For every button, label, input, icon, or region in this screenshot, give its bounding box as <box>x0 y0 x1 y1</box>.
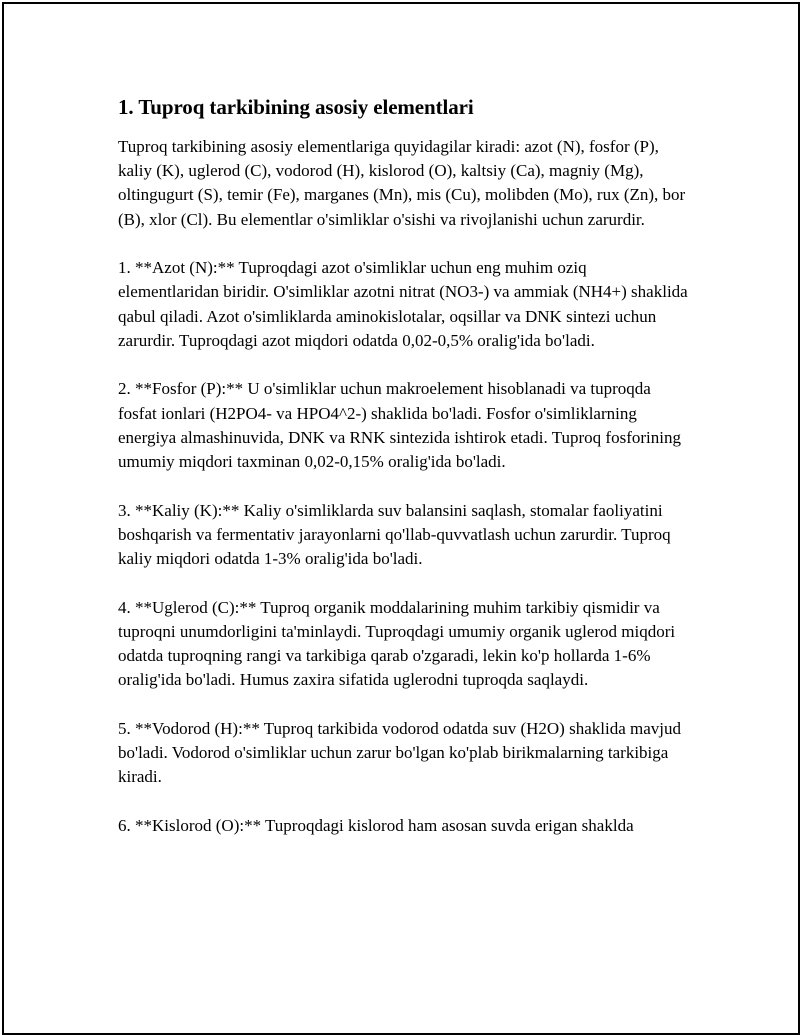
paragraph-azot: 1. **Azot (N):** Tuproqdagi azot o'simliklar uchun eng muhim oziq elementlaridan biridir. O'simliklar azotni nitrat (NO3-) va ammiak (NH4+) shaklida qabul qiladi. Azot o'simliklarda aminokislotalar, oqsillar va DNK sintezi uchun zarurdir. Tuproqdagi azot miqdori odatda 0,02-0,5% oralig'ida bo'ladi. <box>118 258 688 350</box>
paragraph-kaliy: 3. **Kaliy (K):** Kaliy o'simliklarda suv balansini saqlash, stomalar faoliyatini boshqarish va fermentativ jarayonlarni qo'llab-quvvatlash uchun zarurdir. Tuproq kaliy miqdori odatda 1-3% oralig'ida bo'ladi. <box>118 500 671 569</box>
paragraph-kislorod: 6. **Kislorod (O):** Tuproqdagi kislorod ham asosan suvda erigan shaklda <box>118 815 634 835</box>
paragraph-fosfor: 2. **Fosfor (P):** U o'simliklar uchun makroelement hisoblanadi va tuproqda fosfat ionlari (H2PO4- va HPO4^2-) shaklida bo'ladi. Fosfor o'simliklarning energiya almashinuvida, DNK va RNK sintezida ishtirok etadi. Tuproq fosforining umumiy miqdori taxminan 0,02-0,15% oralig'ida bo'ladi. <box>118 379 681 472</box>
section-heading: 1. Tuproq tarkibining asosiy elementlari <box>118 95 474 119</box>
intro-paragraph: Tuproq tarkibining asosiy elementlariga quyidagilar kiradi: azot (N), fosfor (P), kaliy (K), uglerod (C), vodorod (H), kislorod (O), kaltsiy (Ca), magniy (Mg), oltingugurt (S), temir (Fe), marganes (Mn), mis (Cu), molibden (Mo), rux (Zn), bor (B), xlor (Cl). Bu elementlar o'simliklar o'sishi va rivojlanishi uchun zarurdir. <box>118 137 686 229</box>
paragraph-vodorod: 5. **Vodorod (H):** Tuproq tarkibida vodorod odatda suv (H2O) shaklida mavjud bo'ladi. Vodorod o'simliklar uchun zarur bo'lgan ko'plab birikmalarning tarkibiga kiradi. <box>118 718 681 787</box>
document-body <box>118 94 688 862</box>
paragraph-uglerod: 4. **Uglerod (C):** Tuproq organik moddalarining muhim tarkibiy qismidir va tuproqni unumdorligini ta'minlaydi. Tuproqdagi umumiy organik uglerod miqdori odatda tuproqning rangi va tarkibiga qarab o'zgaradi, lekin ko'p hollarda 1-6% oralig'ida bo'ladi. Humus zaxira sifatida uglerodni tuproqda saqlaydi. <box>118 597 676 690</box>
